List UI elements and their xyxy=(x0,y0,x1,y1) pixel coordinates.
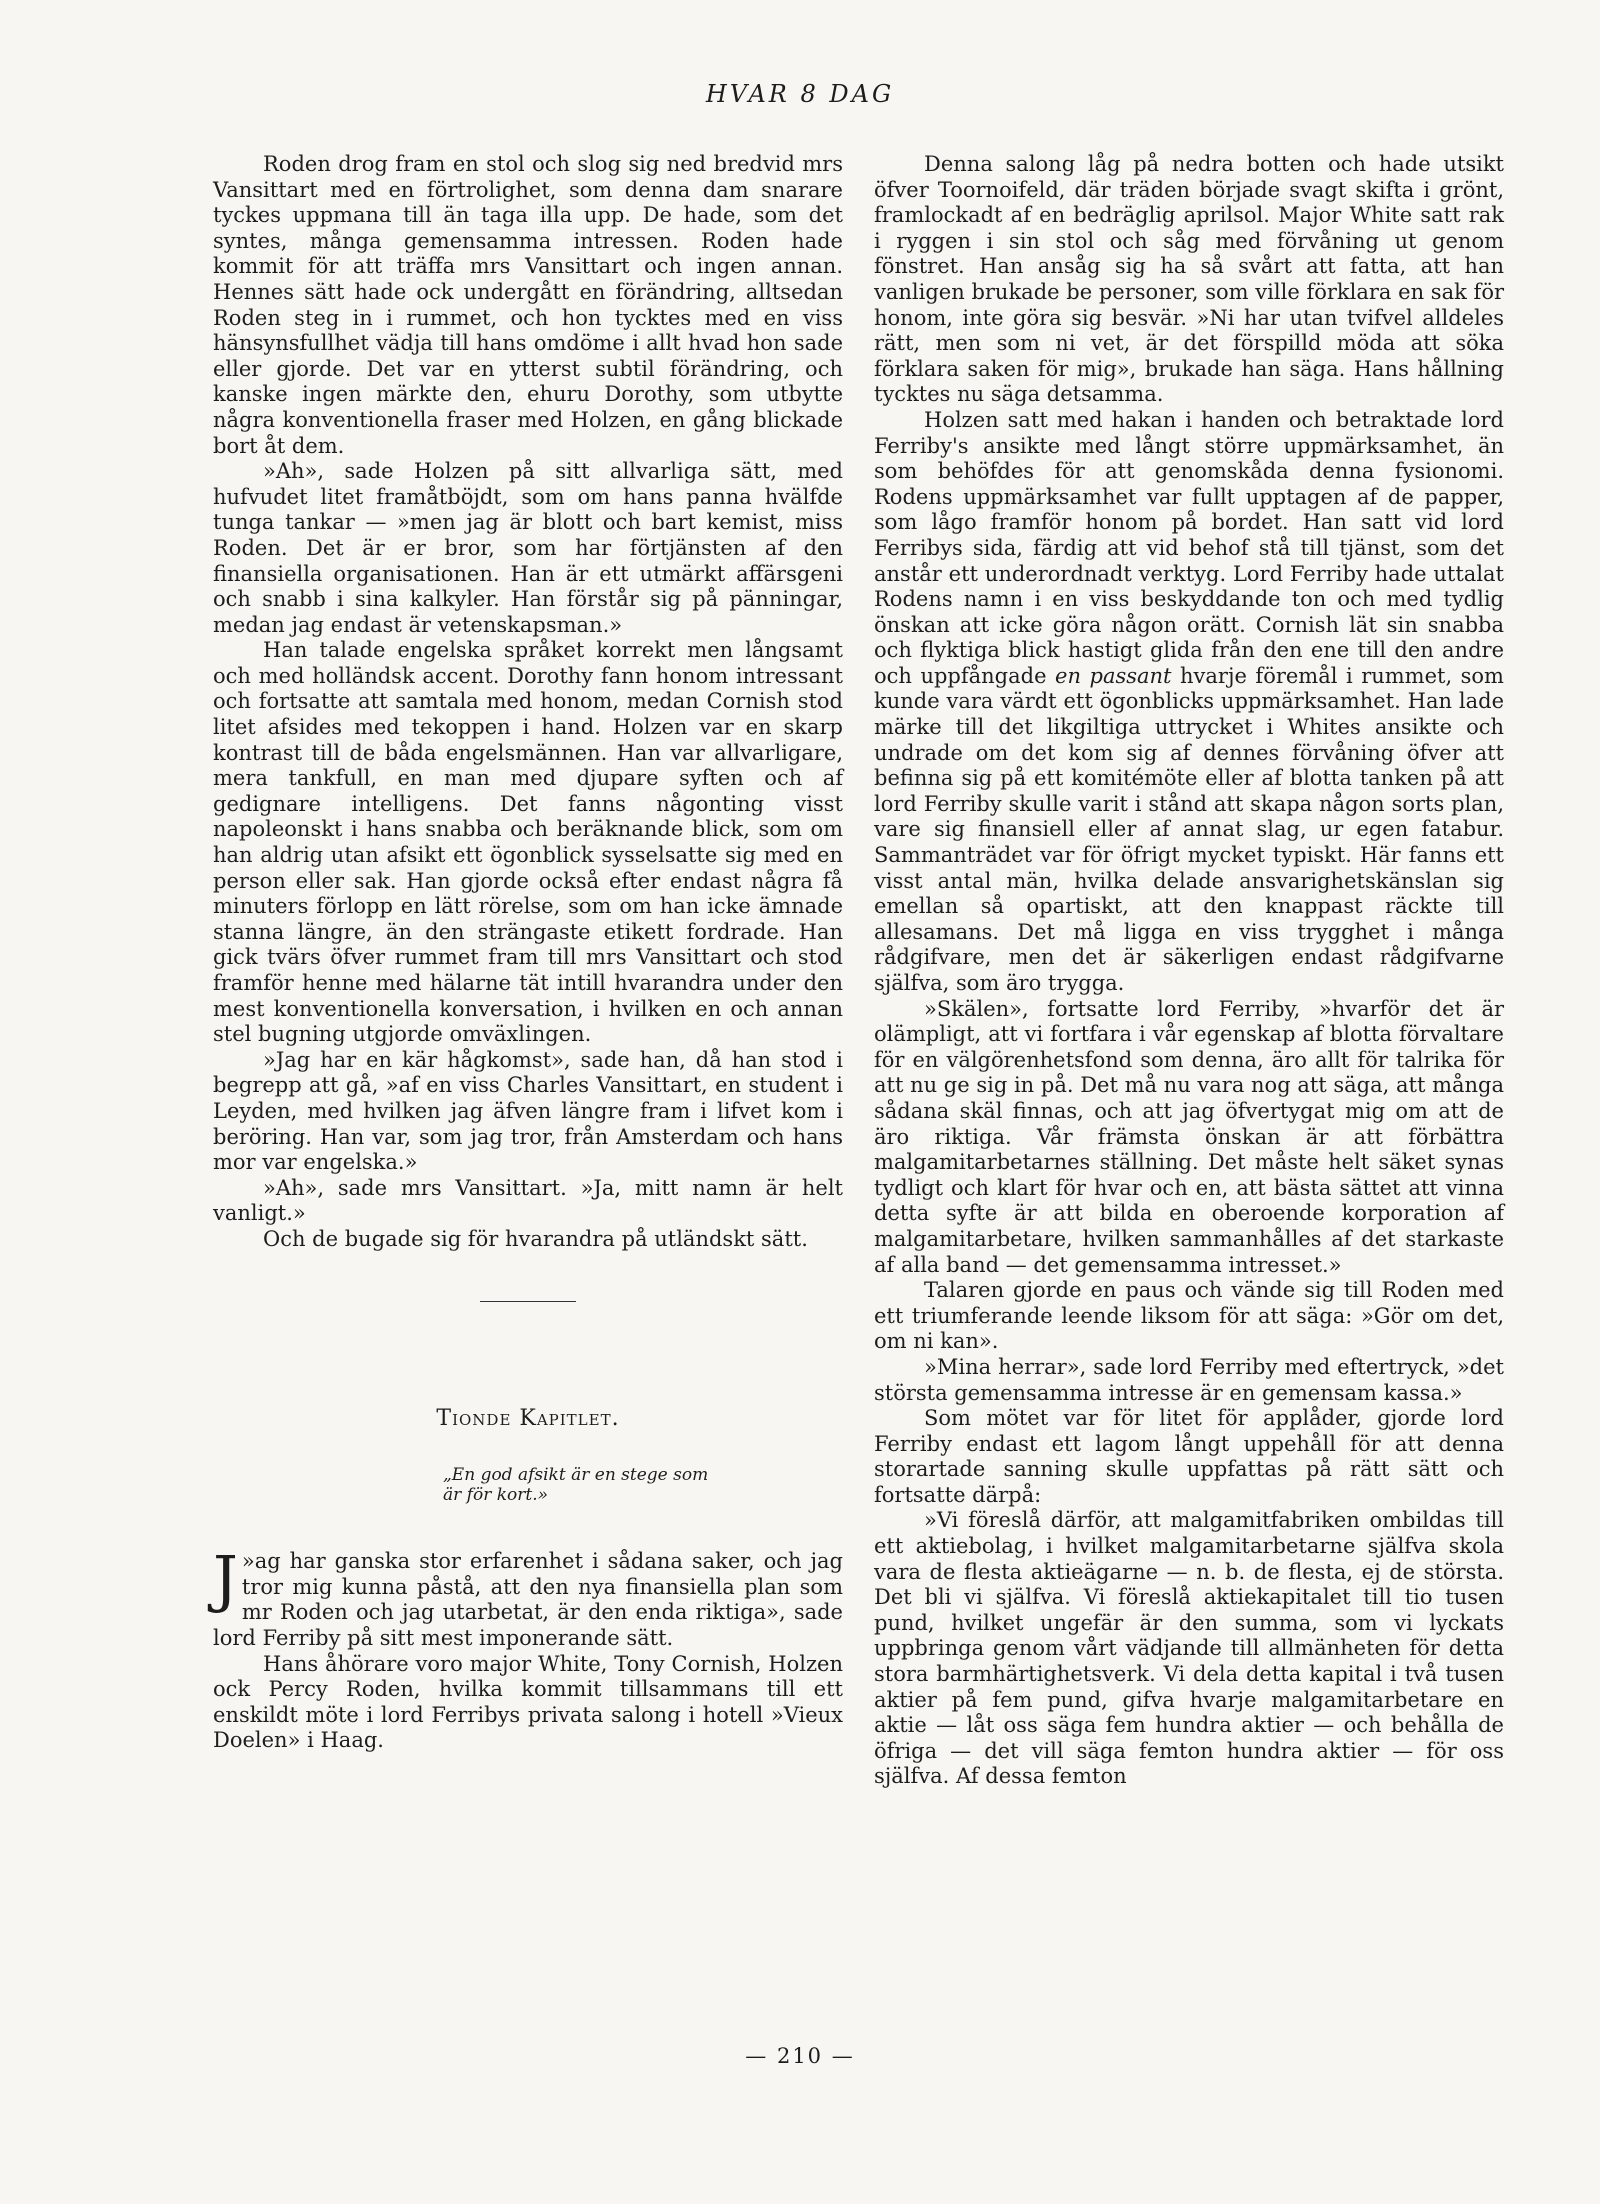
paragraph: Talaren gjorde en paus och vände sig till Roden med ett triumferande leende liksom för att säga: »Gör om det, om ni kan». xyxy=(874,1278,1504,1354)
paragraph: »Jag har en kär hågkomst», sade han, då han stod i begrepp att gå, »af en viss Charles Vansittart, en student i Leyden, med hvilken jag äfven längre fram i lifvet kom i beröring. Han var, som jag tror, från Amsterdam och hans mor var engelska.» xyxy=(213,1047,843,1175)
left-column xyxy=(213,152,843,1754)
paragraph: »Vi föreslå därför, att malgamitfabriken ombildas till ett aktiebolag, i hvilket malgamitarbetarne själfva skola vara de flesta aktieägarne — n. b. de flesta, ej de största. Det bli vi själfva. Vi föreslå aktiekapitalet till tio tusen pund, hvilket ungefär är den summa, som vi lyckats uppbringa genom vårt vädjande till allmänheten för detta stora barmhärtighetsverk. Vi dela detta kapital i två tusen aktier på fem pund, gifva hvarje malgamitarbetare en aktie — låt oss säga fem hundra aktier — och behålla de öfriga — det vill säga femton hundra aktier — för oss själfva. Af dessa femton xyxy=(874,1508,1504,1789)
paragraph: Roden drog fram en stol och slog sig ned bredvid mrs Vansittart med en förtrolighet, som denna dam snarare tyckes uppmana till än taga illa upp. De hade, som det syntes, många gemensamma intressen. Roden hade kommit för att träffa mrs Vansittart och ingen annan. Hennes sätt hade ock undergått en förändring, alltsedan Roden steg in i rummet, och hon tycktes med en viss hänsynsfullhet vädja till hans omdöme i allt hvad hon sade eller gjorde. Det var en ytterst subtil förändring, och kanske ingen märkte den, ehuru Dorothy, som utbytte några konventionella fraser med Holzen, en gång blickade bort åt dem. xyxy=(213,152,843,458)
paragraph: »Ah», sade mrs Vansittart. »Ja, mitt namn är helt vanligt.» xyxy=(213,1175,843,1226)
italic-phrase: en passant xyxy=(1055,663,1172,688)
epigraph-line: „En god afsikt är en stege som xyxy=(443,1465,709,1486)
drop-cap: J xyxy=(213,1542,238,1616)
paragraph: Som mötet var för litet för applåder, gjorde lord Ferriby endast ett lagom långt uppehåll för att denna storartade sanning skulle uppfattas på rätt sätt och fortsatte därpå: xyxy=(874,1406,1504,1507)
paragraph: Denna salong låg på nedra botten och hade utsikt öfver Toornoifeld, där träden började svagt skifta i grönt, framlockadt af en bedräglig aprilsol. Major White satt rak i ryggen i sin stol och såg med förvåning ut genom fönstret. Han ansåg sig ha så svårt att fatta, att han vanligen brukade be personer, som ville förklara en sak för honom, inte göra sig besvär. »Ni har utan tvifvel alldeles rätt, men som ni vet, är det förspilld möda att söka förklara saken för mig», brukade han säga. Hans hållning tycktes nu säga detsamma. xyxy=(874,152,1504,407)
paragraph: »Ah», sade Holzen på sitt allvarliga sätt, med hufvudet litet framåtböjdt, som om hans panna hvälfde tunga tankar — »men jag är blott och bart kemist, miss Roden. Det är er bror, som har förtjänsten af den finansiella organisationen. Han är ett utmärkt affärsgeni och snabb i sina kalkyler. Han förstår sig på pänningar, medan jag endast är vetenskapsman.» xyxy=(213,459,843,637)
section-divider xyxy=(480,1301,576,1302)
paragraph: Och de bugade sig för hvarandra på utländskt sätt. xyxy=(263,1226,808,1251)
chapter-title: Tionde Kapitlet. xyxy=(436,1405,620,1431)
paragraph: »Skälen», fortsatte lord Ferriby, »hvarför det är olämpligt, att vi fortfara i vår egenskap af blotta förvaltare för en välgörenhetsfond som denna, äro allt för talrika för att nu ge sig in på. Det må nu vara nog att säga, att många sådana skäl finnas, och att jag öfvertygat mig om att de äro riktiga. Vår främsta önskan är att förbättra malgamitarbetarnes ställning. Det måste helt säket synas tydligt och klart för hvar och en, att bästa sättet att vinna detta syfte är att bilda en oberoende korporation af malgamitarbetare, hvilken sammanhålles af det starkaste af alla band — det gemensamma intresset.» xyxy=(874,996,1504,1277)
text-run: hvarje föremål i rummet, som kunde vara värdt ett ögonblicks uppmärksamhet. Han lade märke till det likgiltiga uttrycket i Whites ansikte och undrade om det kom sig af dennes förvåning öfver att befinna sig på ett komitémöte eller af blotta tanken på att lord Ferriby skulle varit i stånd att skapa någon sorts plan, vare sig finansiell eller af annat slag, ur egen fatabur. Sammanträdet var för öfrigt mycket typiskt. Här fanns ett visst antal män, hvilka delade ansvarighetskänslan sig emellan så opartiskt, att den knappast räckte till allesamans. Det må ligga en viss trygghet i många rådgifvare, men det är säkerligen endast rådgifvarne själfva, som äro trygga. xyxy=(874,663,1504,995)
epigraph xyxy=(443,1465,843,1505)
text-run: Holzen satt med hakan i handen och betraktade lord Ferriby's ansikte med långt större uppmärksamhet, än som behöfdes för att genomskåda denna fysionomi. Rodens uppmärksamhet var fullt upptagen af de papper, som lågo framför honom på bordet. Han satt vid lord Ferribys sida, färdig att vid behof stå till tjänst, som det anstår ett underordnadt verktyg. Lord Ferriby hade uttalat Rodens namn i en viss beskyddande ton och med tydlig önskan att icke göra någon orätt. Cornish lät sin snabba och flyktiga blick hastigt glida från den ene till den andre och uppfångade xyxy=(874,407,1504,688)
running-title: HVAR 8 DAG xyxy=(705,80,895,108)
paragraph: »Mina herrar», sade lord Ferriby med eftertryck, »det största gemensamma intresse är en gemensam kassa.» xyxy=(874,1354,1504,1405)
paragraph xyxy=(874,408,1504,997)
opening-text: ag har ganska stor erfarenhet i sådana saker, och jag tror mig kunna påstå, att den nya finansiella plan som mr Roden och jag utarbetat, är den enda riktiga», sade lord Ferriby på sitt mest imponerande sätt. xyxy=(213,1549,843,1650)
chapter-opening-paragraph xyxy=(213,1542,843,1651)
opening-quote: » xyxy=(241,1549,255,1574)
paragraph: Hans åhörare voro major White, Tony Cornish, Holzen ock Percy Roden, hvilka kommit tillsammans till ett enskildt möte i lord Ferribys privata salong i hotell »Vieux Doelen» i Haag. xyxy=(213,1651,843,1753)
paragraph: Han talade engelska språket korrekt men långsamt och med holländsk accent. Dorothy fann honom intressant och fortsatte att samtala med honom, medan Cornish stod litet afsides med tekoppen i hand. Holzen var en skarp kontrast till de båda engelsmännen. Han var allvarligare, mera tankfull, en man med djupare syften och af gedignare intelligens. Det fanns någonting visst napoleonskt i hans snabba och beräknande blick, som om han aldrig utan afsikt ett ögonblick sysselsatte sig med en person eller sak. Han gjorde också efter endast några få minuters förlopp en lätt rörelse, som om han icke ämnade stanna längre, än den strängaste etikett fordrade. Han gick tvärs öfver rummet fram till mrs Vansittart och stod framför henne med hälarne tät intill hvarandra under den mest konventionella konversation, i hvilken en och annan stel bugning utgjorde omväxlingen. xyxy=(213,638,843,1047)
right-column xyxy=(874,152,1504,1790)
epigraph-line: är för kort.» xyxy=(443,1485,549,1506)
page-number: — 210 — xyxy=(745,2044,855,2068)
